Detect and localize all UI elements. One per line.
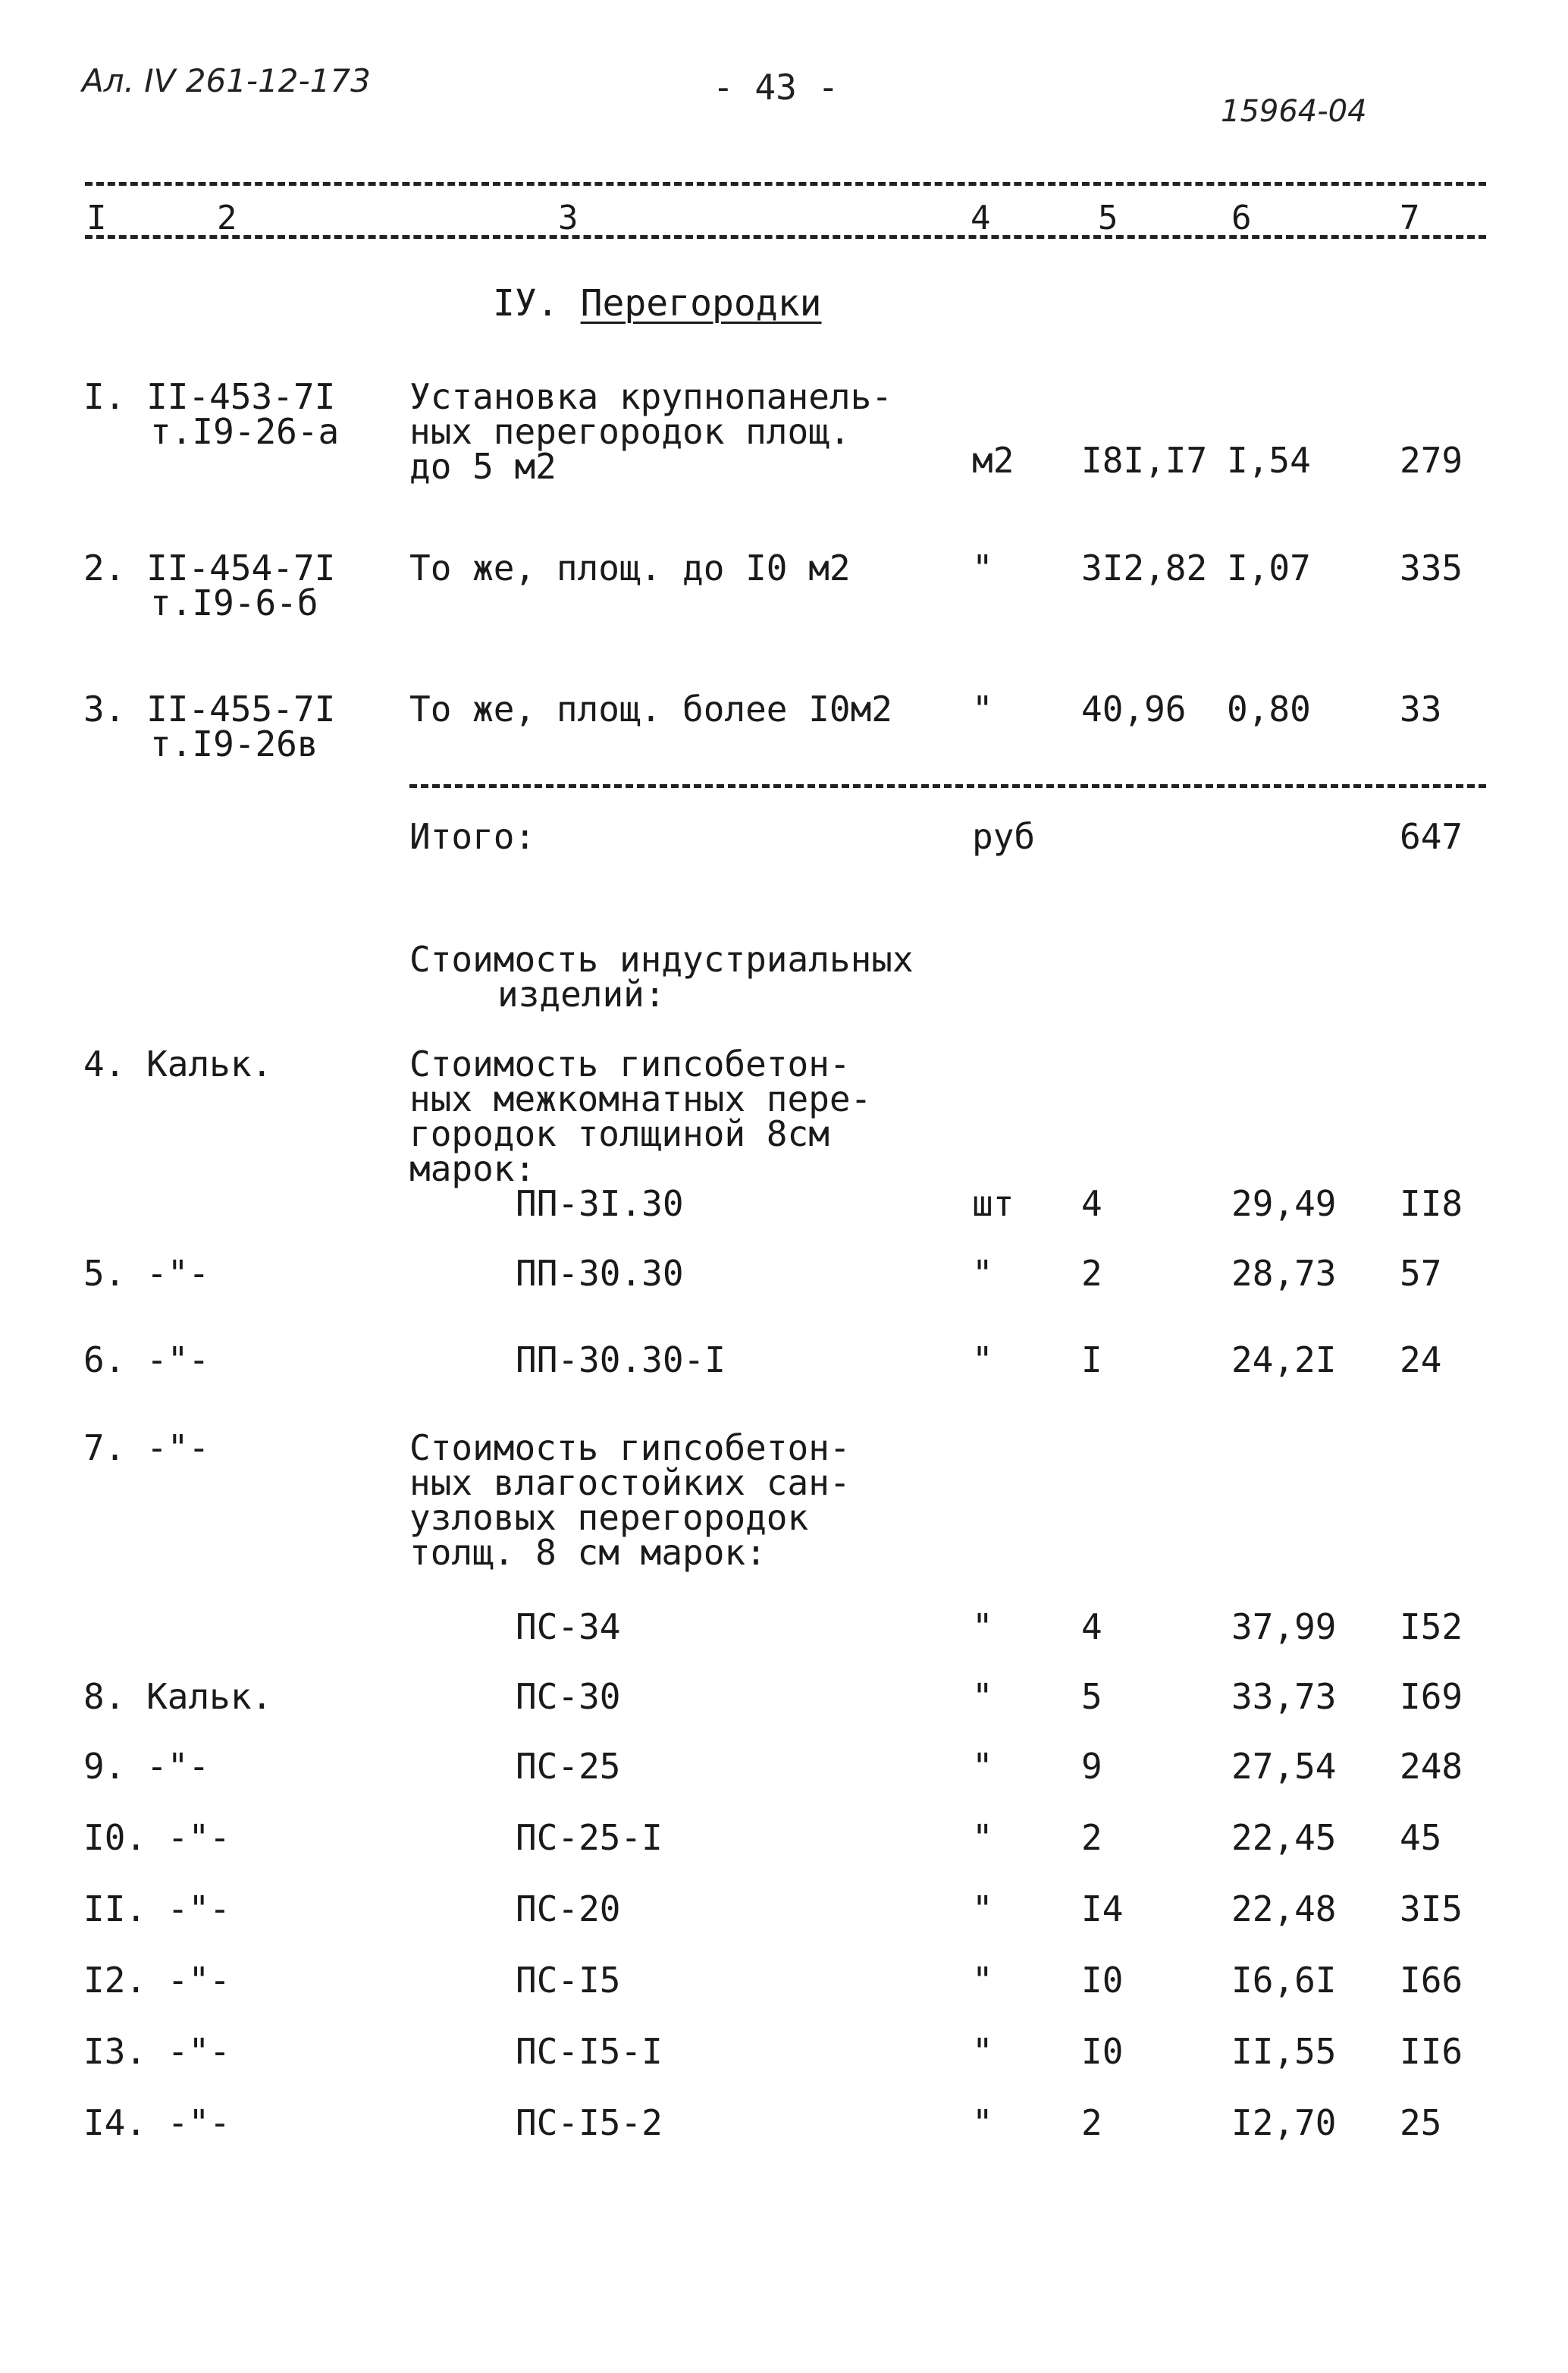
row-price: 27,54 xyxy=(1231,1746,1337,1787)
item-position: 7. -"- xyxy=(83,1427,210,1468)
item-position: 4. Кальк. xyxy=(83,1044,273,1084)
row-total: II6 xyxy=(1400,2031,1463,2072)
row-quantity: 5 xyxy=(1081,1676,1102,1717)
row-unit: " xyxy=(972,1888,993,1929)
row-quantity: 9 xyxy=(1081,1746,1102,1787)
row-total: 45 xyxy=(1400,1817,1442,1858)
album-code: Ал. IV 261-12-173 xyxy=(82,62,371,99)
row-quantity: 40,96 xyxy=(1081,689,1187,730)
row-position: I0. -"- xyxy=(83,1817,230,1858)
row-description-line: То же, площ. более I0м2 xyxy=(409,689,892,730)
row-quantity: I xyxy=(1081,1339,1102,1380)
row-mark: ПС-25-I xyxy=(516,1817,663,1858)
row-quantity: 4 xyxy=(1081,1183,1102,1224)
row-total: 57 xyxy=(1400,1253,1442,1294)
column-number-5: 5 xyxy=(1098,199,1118,237)
row-position: I2. -"- xyxy=(83,1960,230,2001)
row-price: I,54 xyxy=(1227,440,1311,481)
item-description-line: узловых перегородок xyxy=(409,1497,809,1538)
row-position: 3. II-455-7I xyxy=(83,689,336,730)
row-mark: ПС-I5-2 xyxy=(516,2102,663,2143)
subtotal-label: Итого: xyxy=(409,816,536,857)
row-quantity: I0 xyxy=(1081,1960,1124,2001)
row-unit: " xyxy=(972,1253,993,1294)
row-mark: ПС-I5-I xyxy=(516,2031,663,2072)
header-rule-top xyxy=(85,182,1486,186)
row-description-line: Установка крупнопанель- xyxy=(409,376,892,417)
row-quantity: I8I,I7 xyxy=(1081,440,1208,481)
row-mark: ПС-20 xyxy=(516,1888,621,1929)
row-position: 9. -"- xyxy=(83,1746,210,1787)
row-price: 24,2I xyxy=(1231,1339,1337,1380)
row-quantity: 2 xyxy=(1081,2102,1102,2143)
row-description-line: То же, площ. до I0 м2 xyxy=(409,548,851,589)
item-description-line: Стоимость гипсобетон- xyxy=(409,1044,851,1084)
item-description-line: толщ. 8 см марок: xyxy=(409,1532,767,1573)
row-unit: м2 xyxy=(972,440,1014,481)
item-description-line: ных влагостойких сан- xyxy=(409,1462,851,1503)
row-total: 3I5 xyxy=(1400,1888,1463,1929)
row-quantity: 2 xyxy=(1081,1817,1102,1858)
subtotal-rule xyxy=(409,784,1486,788)
row-price: I2,70 xyxy=(1231,2102,1337,2143)
row-unit: " xyxy=(972,2102,993,2143)
item-description-line: ных межкомнатных пере- xyxy=(409,1078,872,1119)
row-price: 33,73 xyxy=(1231,1676,1337,1717)
row-total: I66 xyxy=(1400,1960,1463,2001)
row-quantity: I0 xyxy=(1081,2031,1124,2072)
row-unit: шт xyxy=(972,1183,1014,1224)
row-mark: ПС-30 xyxy=(516,1676,621,1717)
row-reference: т.I9-26в xyxy=(150,724,318,764)
row-reference: т.I9-26-а xyxy=(150,411,340,452)
column-number-3: 3 xyxy=(558,199,579,237)
row-total: 335 xyxy=(1400,548,1463,589)
industrial-heading-line: Стоимость индустриальных xyxy=(409,939,914,980)
row-unit: " xyxy=(972,1676,993,1717)
row-total: 279 xyxy=(1400,440,1463,481)
row-unit: " xyxy=(972,1746,993,1787)
row-mark: ПС-25 xyxy=(516,1746,621,1787)
section-title: Перегородки xyxy=(580,282,822,325)
row-total: 33 xyxy=(1400,689,1442,730)
row-position: 8. Кальк. xyxy=(83,1676,273,1717)
column-number-2: 2 xyxy=(217,199,237,237)
header-rule-bottom xyxy=(85,235,1486,239)
row-total: I69 xyxy=(1400,1676,1463,1717)
page-number: - 43 - xyxy=(713,67,839,108)
row-price: I6,6I xyxy=(1231,1960,1337,2001)
row-total: 25 xyxy=(1400,2102,1442,2143)
row-unit: " xyxy=(972,1606,993,1647)
row-price: I,07 xyxy=(1227,548,1311,589)
column-number-7: 7 xyxy=(1400,199,1420,237)
row-total: II8 xyxy=(1400,1183,1463,1224)
row-price: II,55 xyxy=(1231,2031,1337,2072)
row-unit: " xyxy=(972,2031,993,2072)
row-quantity: I4 xyxy=(1081,1888,1124,1929)
row-description-line: ных перегородок площ. xyxy=(409,411,851,452)
column-number-4: 4 xyxy=(971,199,991,237)
row-mark: ПС-I5 xyxy=(516,1960,621,2001)
row-mark: ПП-3I.30 xyxy=(516,1183,684,1224)
row-total: 24 xyxy=(1400,1339,1442,1380)
row-total: 248 xyxy=(1400,1746,1463,1787)
row-quantity: 2 xyxy=(1081,1253,1102,1294)
column-number-6: 6 xyxy=(1231,199,1252,237)
section-heading xyxy=(493,282,822,325)
row-position: I3. -"- xyxy=(83,2031,230,2072)
row-mark: ПП-30.30 xyxy=(516,1253,684,1294)
item-description-line: городок толщиной 8см xyxy=(409,1113,829,1154)
row-unit: " xyxy=(972,689,993,730)
column-number-1: I xyxy=(86,199,107,237)
row-position: II. -"- xyxy=(83,1888,230,1929)
row-unit: " xyxy=(972,548,993,589)
row-position: I. II-453-7I xyxy=(83,376,336,417)
row-price: 37,99 xyxy=(1231,1606,1337,1647)
row-position: 6. -"- xyxy=(83,1339,210,1380)
row-reference: т.I9-6-б xyxy=(150,582,318,623)
row-price: 28,73 xyxy=(1231,1253,1337,1294)
row-price: 29,49 xyxy=(1231,1183,1337,1224)
subtotal-unit: руб xyxy=(972,816,1036,857)
item-description-line: Стоимость гипсобетон- xyxy=(409,1427,851,1468)
row-unit: " xyxy=(972,1817,993,1858)
row-total: I52 xyxy=(1400,1606,1463,1647)
row-position: I4. -"- xyxy=(83,2102,230,2143)
row-position: 5. -"- xyxy=(83,1253,210,1294)
row-quantity: 3I2,82 xyxy=(1081,548,1208,589)
section-number: IУ. xyxy=(493,282,559,325)
row-description-line: до 5 м2 xyxy=(409,446,557,487)
row-unit: " xyxy=(972,1960,993,2001)
row-price: 22,45 xyxy=(1231,1817,1337,1858)
row-mark: ПС-34 xyxy=(516,1606,621,1647)
row-quantity: 4 xyxy=(1081,1606,1102,1647)
row-unit: " xyxy=(972,1339,993,1380)
row-price: 22,48 xyxy=(1231,1888,1337,1929)
document-number: 15964-04 xyxy=(1221,94,1367,129)
row-mark: ПП-30.30-I xyxy=(516,1339,726,1380)
industrial-heading-line: изделий: xyxy=(497,974,666,1015)
subtotal-total: 647 xyxy=(1400,816,1463,857)
item-description-line: марок: xyxy=(409,1148,536,1189)
row-price: 0,80 xyxy=(1227,689,1311,730)
row-position: 2. II-454-7I xyxy=(83,548,336,589)
